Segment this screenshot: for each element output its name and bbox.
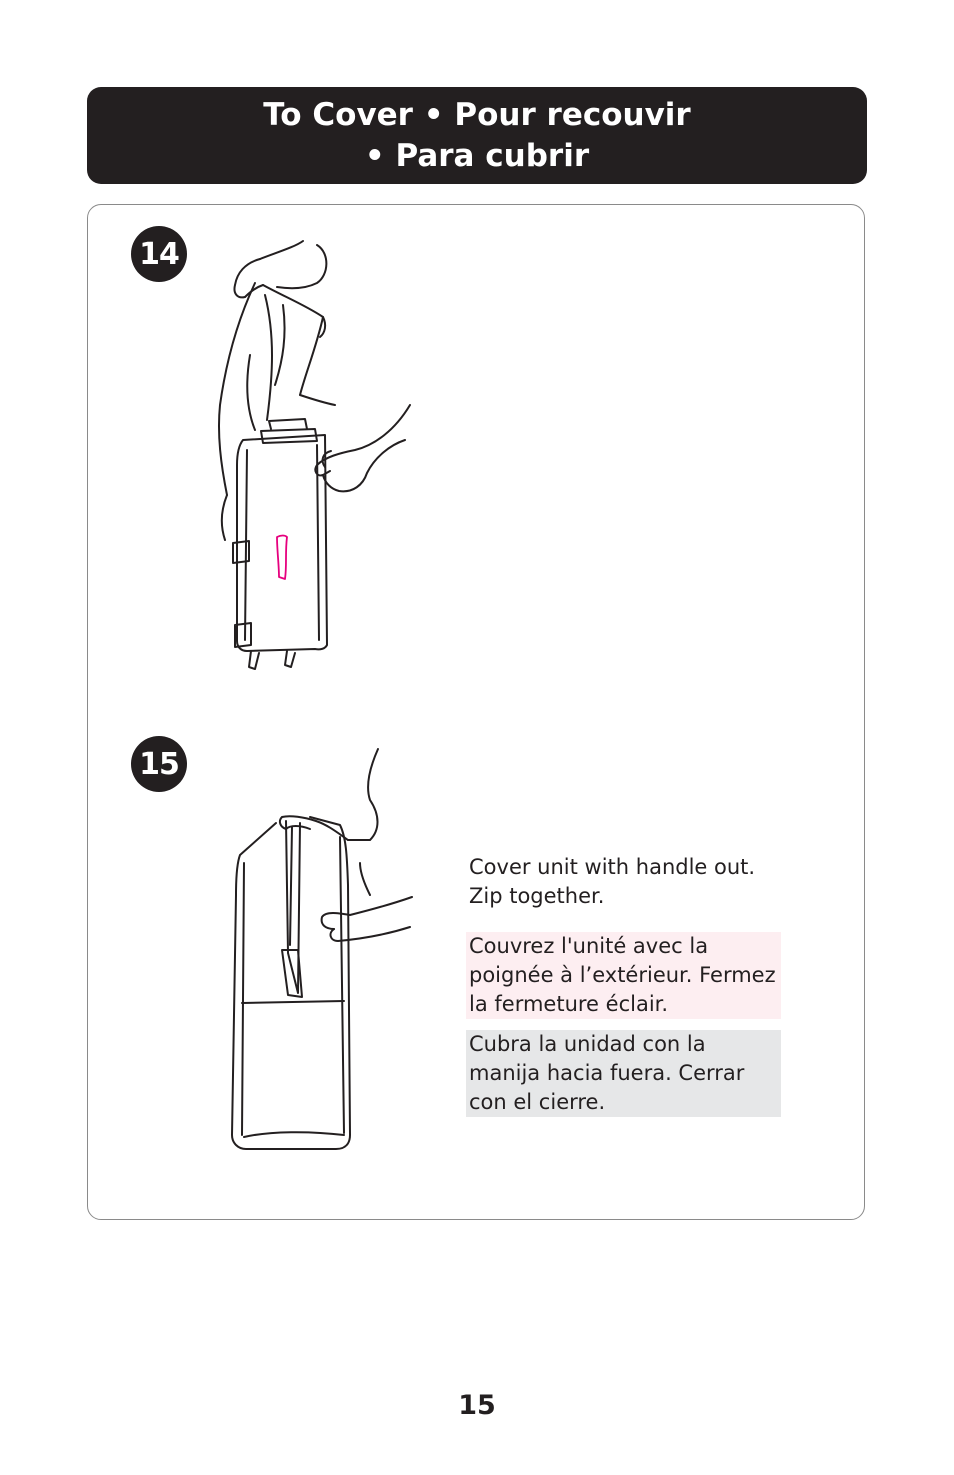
header-title-line-1: To Cover • Pour recouvir (263, 96, 691, 133)
page-number: 15 (458, 1390, 496, 1421)
instruction-text-french: Couvrez l'unité avec la poignée à l’extérieur. Fermez la fermeture éclair. (466, 932, 781, 1019)
instruction-text-english: Cover unit with handle out. Zip together. (469, 855, 756, 908)
instruction-text-spanish: Cubra la unidad con la manija hacia fuera. Cerrar con el cierre. (466, 1030, 781, 1117)
step-14-badge: 14 (131, 226, 187, 282)
step-14-illustration (205, 235, 420, 675)
step-15-illustration (220, 745, 420, 1160)
header-title-line-2: • Para cubrir (364, 137, 590, 174)
step-15-badge: 15 (131, 736, 187, 792)
section-header (87, 87, 867, 184)
